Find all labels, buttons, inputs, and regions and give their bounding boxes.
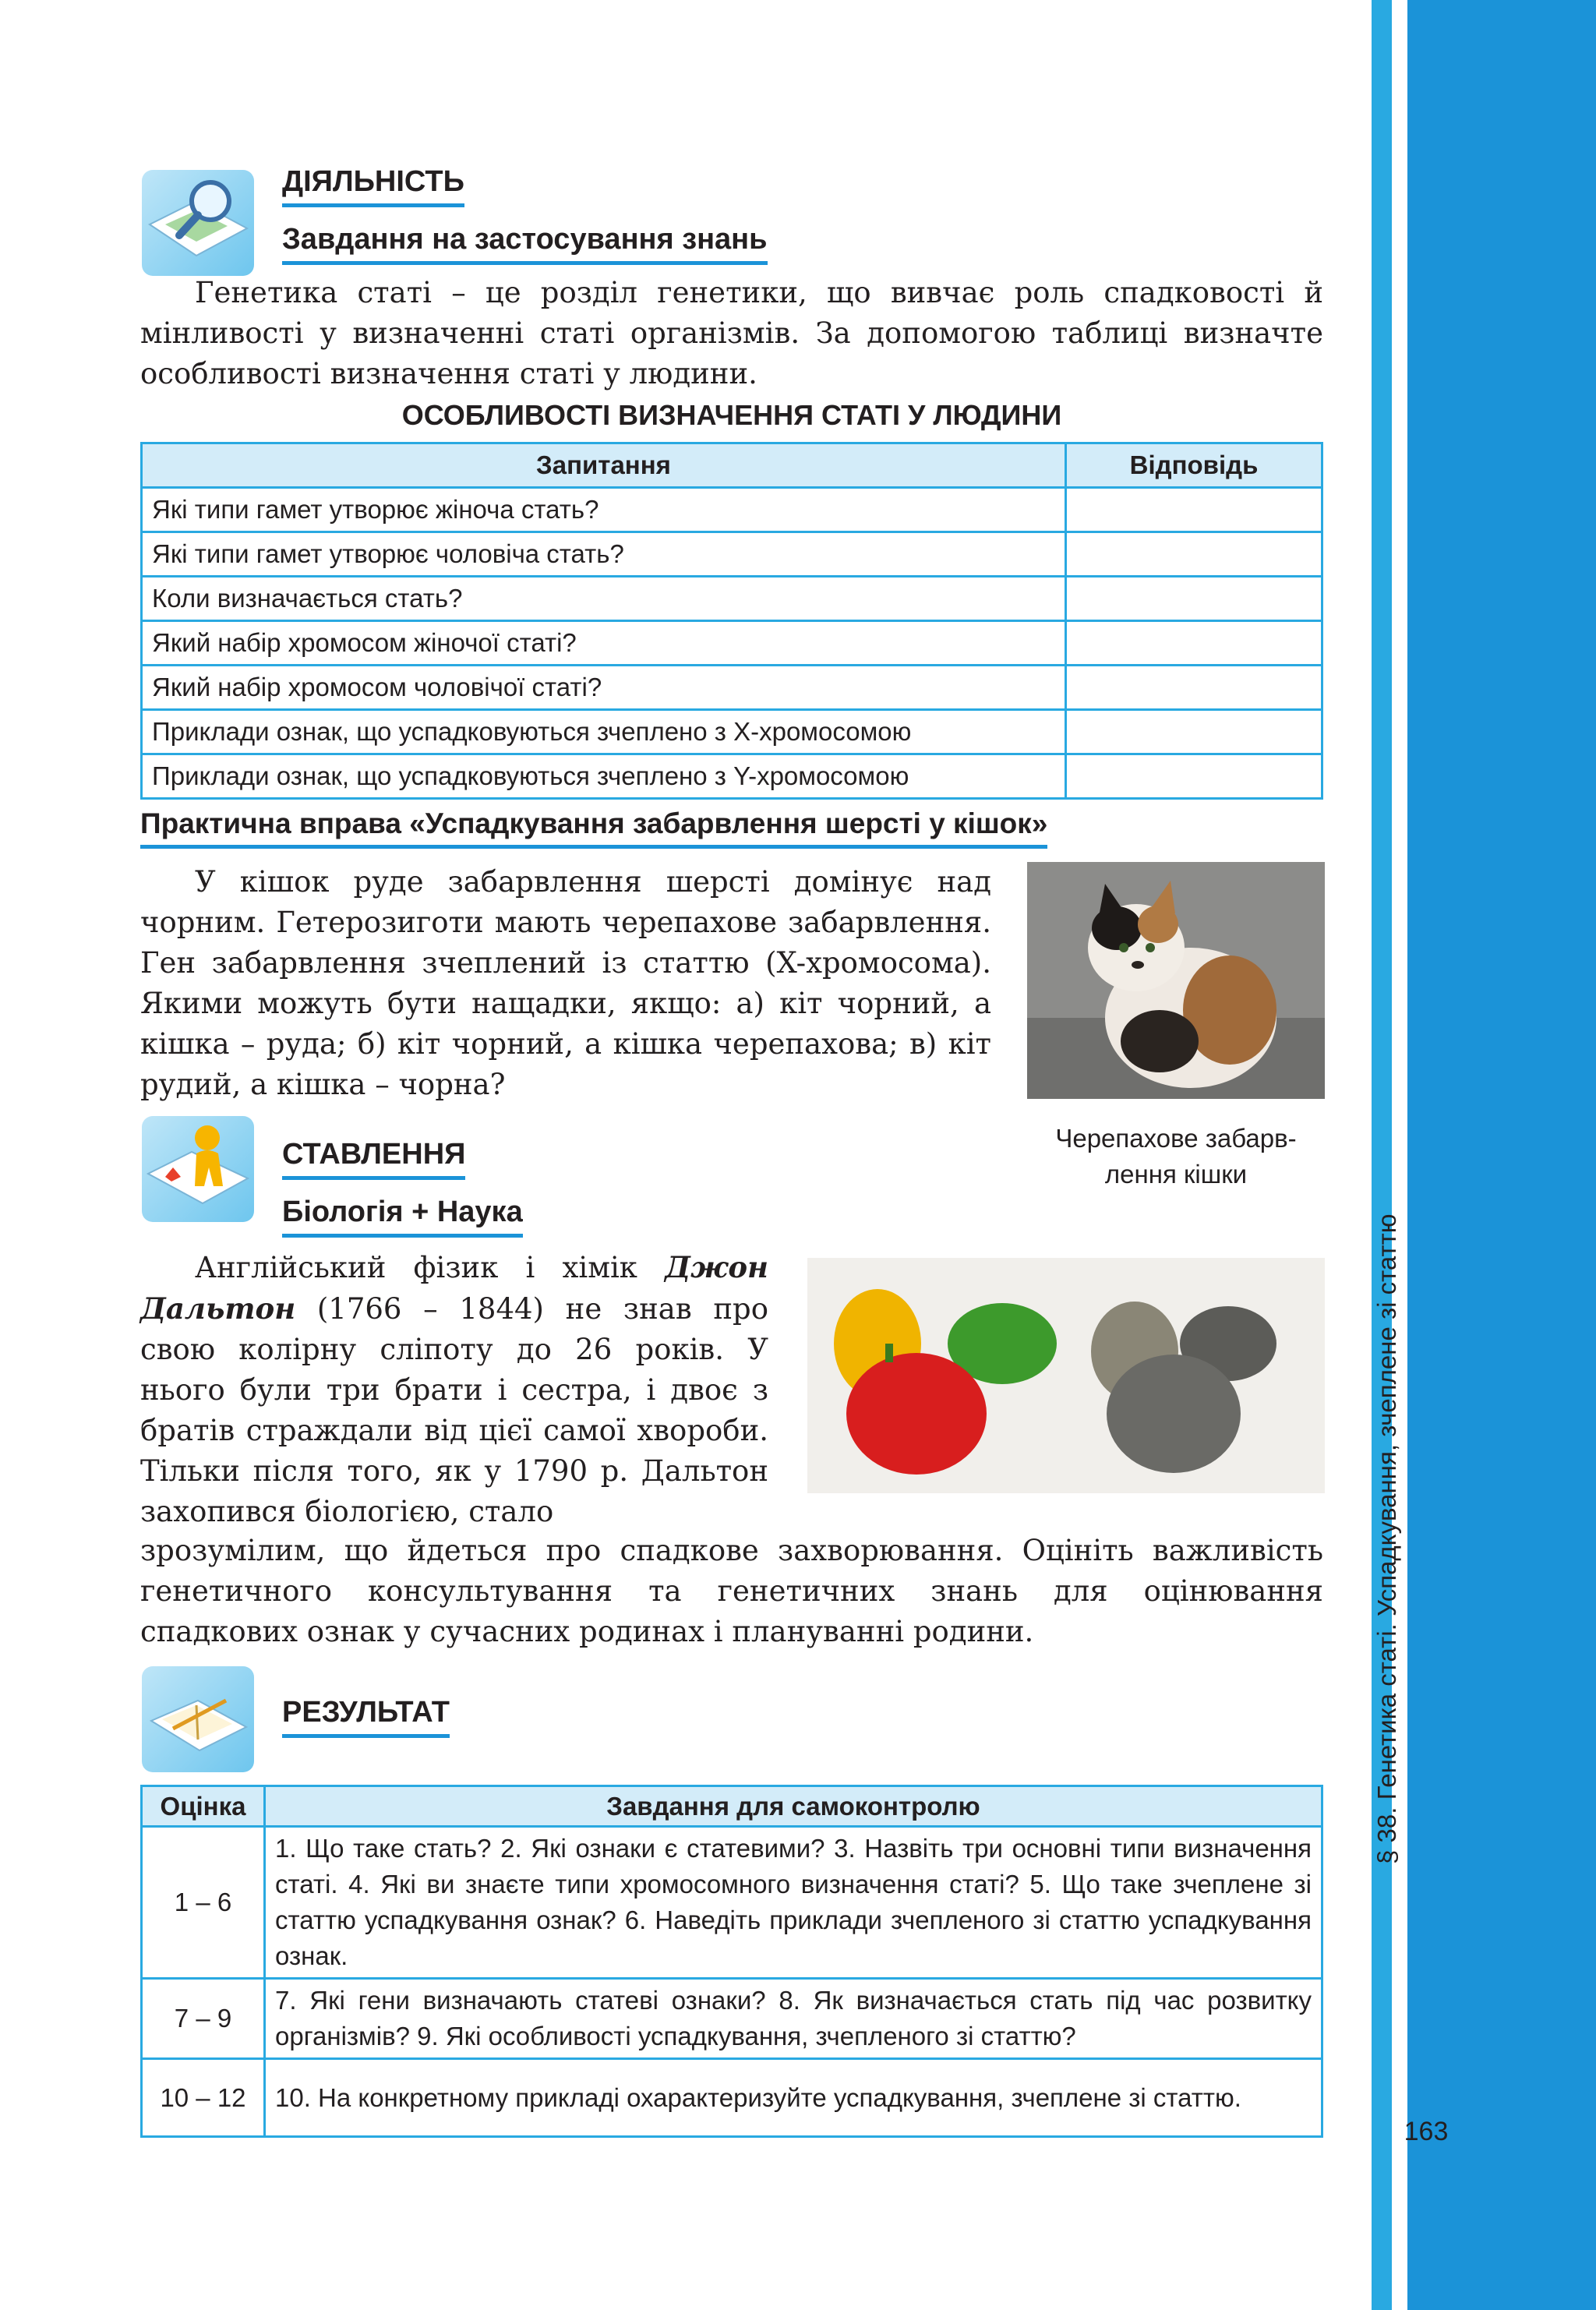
practice-paragraph: У кішок руде забарвлення шерсті домінує над чорним. Гетерозиготи мають черепахове забарвлення. Ген забарвлення зчеплений із статтю (X-хромосома). Якими можуть бути нащадки, якщо: а) кіт чорний, а кішка – руда; б) кіт чорний, а кішка черепахова; в) кіт рудий, а кішка – чорна? xyxy=(140,865,991,1101)
side-bar-dark xyxy=(1407,0,1596,2310)
paragraph-rest: (1766 – 1844) не знав про свою колірну сліпоту до 26 років. У нього були три брати і сестра, і двоє з братів страждали від цієї самої хвороби. Тільки після того, як у 1790 р. Дальтон захопився біологією, стало xyxy=(140,1292,768,1528)
sex-table-title: ОСОБЛИВОСТІ ВИЗНАЧЕННЯ СТАТІ У ЛЮДИНИ xyxy=(401,399,1062,431)
caption-line: Черепахове забарв- xyxy=(1055,1124,1297,1153)
question-cell: Коли визначається стать? xyxy=(142,577,1066,621)
answer-cell[interactable] xyxy=(1066,754,1322,799)
activity-subheading: Завдання на застосування знань xyxy=(282,223,768,265)
question-cell: Які типи гамет утворює чоловіча стать? xyxy=(142,532,1066,577)
magnifier-map-icon xyxy=(142,170,254,276)
table-row xyxy=(142,1979,1322,2059)
question-cell: Який набір хромосом жіночої статі? xyxy=(142,621,1066,666)
answer-cell[interactable] xyxy=(1066,532,1322,577)
page-number: 163 xyxy=(1404,2117,1449,2146)
table-row xyxy=(142,621,1322,666)
answer-cell[interactable] xyxy=(1066,710,1322,754)
table-header-grade: Оцінка xyxy=(142,1786,265,1827)
sex-determination-table xyxy=(140,442,1323,800)
practice-heading: Практична вправа «Успадкування забарвлення шерсті у кішок» xyxy=(140,807,1047,849)
table-row xyxy=(142,2059,1322,2137)
table-row xyxy=(142,710,1322,754)
question-cell: Який набір хромосом чоловічої статі? xyxy=(142,666,1066,710)
answer-cell[interactable] xyxy=(1066,577,1322,621)
question-cell: Приклади ознак, що успадковуються зчеплено з X-хромосомою xyxy=(142,710,1066,754)
table-header-answer: Відповідь xyxy=(1066,443,1322,488)
scientist-name: Джон Дальтон xyxy=(140,1250,768,1326)
notebook-icon xyxy=(142,1666,254,1772)
self-control-table xyxy=(140,1785,1323,2138)
person-map-icon xyxy=(142,1116,254,1222)
attitude-heading: СТАВЛЕННЯ xyxy=(282,1138,465,1180)
activity-heading: ДІЯЛЬНІСТЬ xyxy=(282,165,464,207)
cat-photo-caption xyxy=(1027,1121,1325,1192)
attitude-subheading: Біологія + Наука xyxy=(282,1196,523,1238)
question-cell: Приклади ознак, що успадковуються зчеплено з Y-хромосомою xyxy=(142,754,1066,799)
table-row xyxy=(142,1827,1322,1979)
answer-cell[interactable] xyxy=(1066,488,1322,532)
answer-cell[interactable] xyxy=(1066,621,1322,666)
tasks-cell: 10. На конкретному прикладі охарактеризуйте успадкування, зчеплене зі статтю. xyxy=(265,2059,1322,2137)
paragraph-intro: Англійський фізик і хімік xyxy=(195,1251,637,1284)
table-row xyxy=(142,754,1322,799)
table-header-question: Запитання xyxy=(142,443,1066,488)
tasks-cell: 7. Які гени визначають статеві ознаки? 8. Як визначається стать під час розвитку організмів? 9. Які особливості успадкування, зчепленого зі статтю? xyxy=(265,1979,1322,2059)
side-bar-gap xyxy=(1392,0,1407,2310)
grade-cell: 1 – 6 xyxy=(142,1827,265,1979)
activity-paragraph: Генетика статі – це розділ генетики, що вивчає роль спадковості й мінливості у визначенні статі організмів. За допомогою таблиці визначте особливості визначення статі у людини. xyxy=(140,276,1323,390)
tasks-cell: 1. Що таке стать? 2. Які ознаки є статевими? 3. Назвіть три основні типи визначення статі. 4. Які ви знаєте типи хромосомного визначення статі? 5. Що таке зчеплене зі статтю успадкування ознак? 6. Наведіть приклади зчепленого зі статтю успадкування ознак. xyxy=(265,1827,1322,1979)
table-row xyxy=(142,488,1322,532)
grade-cell: 7 – 9 xyxy=(142,1979,265,2059)
tortoiseshell-cat-photo xyxy=(1027,862,1325,1099)
attitude-paragraph-wrapped xyxy=(140,1247,768,1532)
table-row xyxy=(142,532,1322,577)
table-header-tasks: Завдання для самоконтролю xyxy=(265,1786,1322,1827)
result-heading: РЕЗУЛЬТАТ xyxy=(282,1696,450,1738)
grade-cell: 10 – 12 xyxy=(142,2059,265,2137)
table-row xyxy=(142,666,1322,710)
caption-line: лення кішки xyxy=(1104,1160,1248,1189)
attitude-paragraph-full: зрозумілим, що йдеться про спадкове захворювання. Оцініть важливість генетичного консультування та генетичних знань для оцінювання спадкових ознак у сучасних родинах і плануванні родини. xyxy=(140,1534,1323,1648)
question-cell: Які типи гамет утворює жіноча стать? xyxy=(142,488,1066,532)
peppers-photo xyxy=(807,1258,1325,1493)
side-bar-light xyxy=(1372,0,1392,2310)
chapter-title-vertical: § 38. Генетика статі. Успадкування, зчеплене зі статтю xyxy=(1372,1213,1401,1864)
answer-cell[interactable] xyxy=(1066,666,1322,710)
table-row xyxy=(142,577,1322,621)
